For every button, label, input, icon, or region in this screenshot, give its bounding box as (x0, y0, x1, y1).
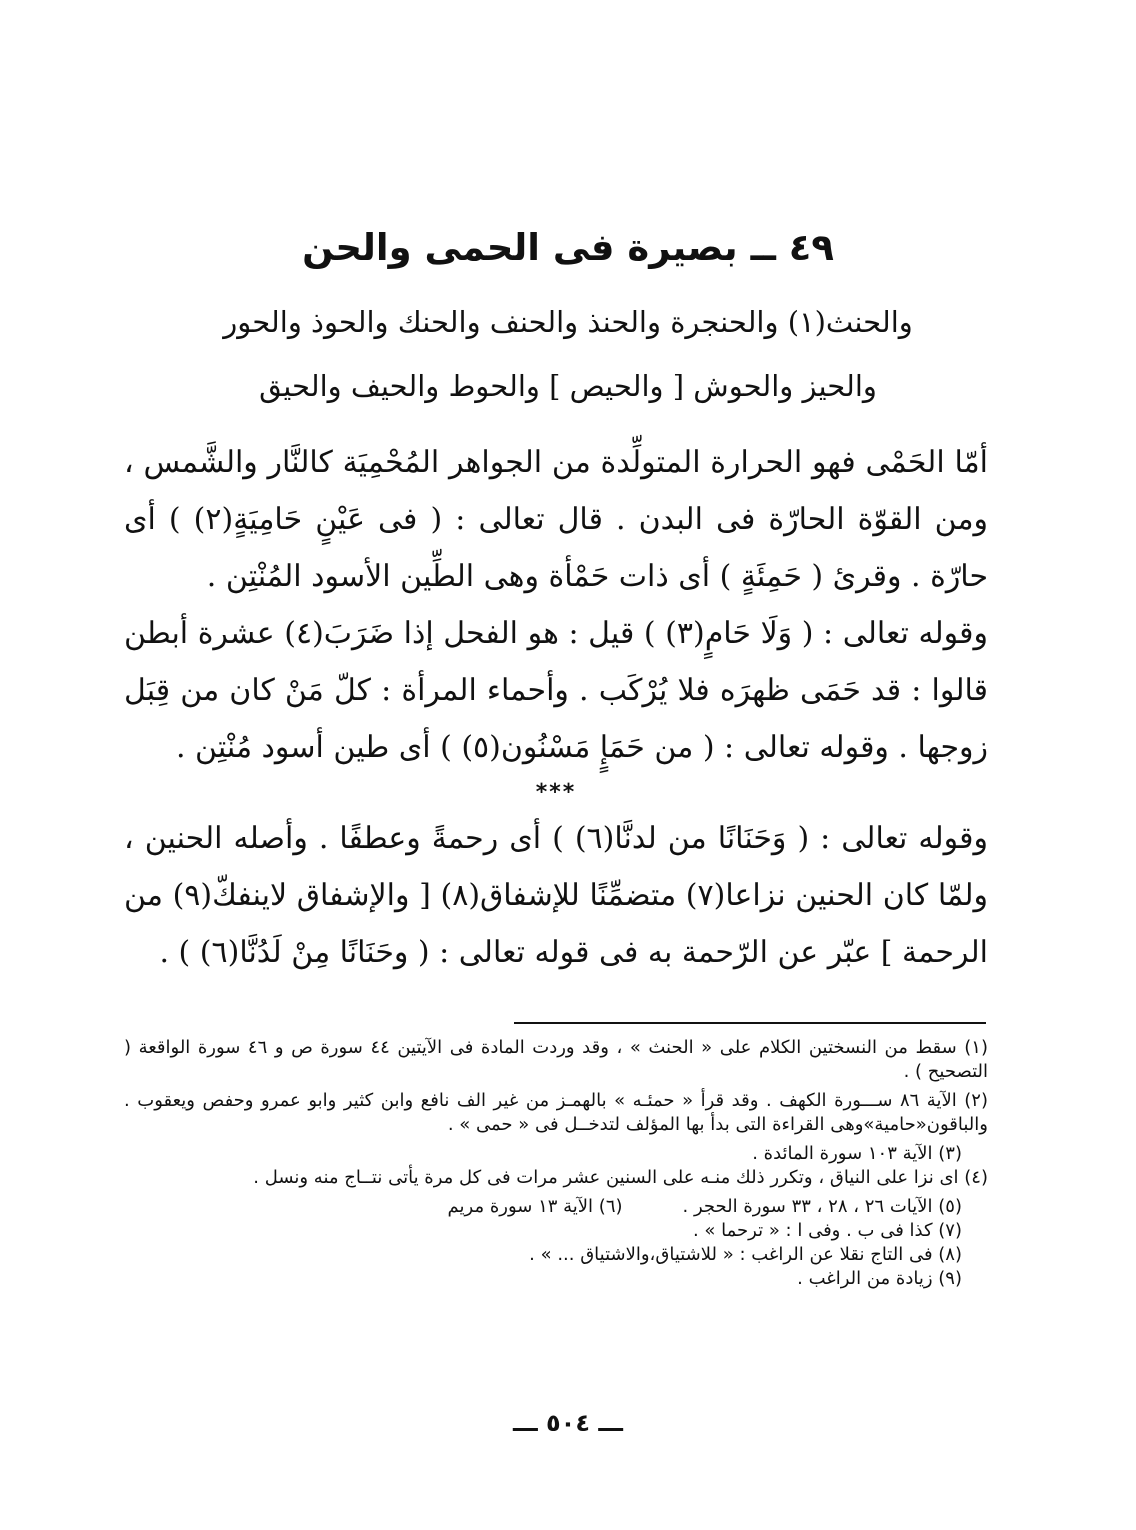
footnote-divider (514, 1022, 986, 1024)
footnote-8: (٨) فى التاج نقلا عن الراغب : « للاشتياق،والاشتياق ... » . (529, 1244, 962, 1265)
footnote-3: (٣) الآية ١٠٣ سورة المائدة . (752, 1143, 962, 1164)
section-separator: *** (535, 780, 577, 805)
footnote-2: (٢) الآية ٨٦ ســـورة الكهف . وقد قرأ « حمئـه » بالهمـز من غير الف نافع وابن كثير وابو عمرو وحفص ويعقوب . والباقون«حامية»وهى القراءة التى بدأ بها المؤلف لتدخــل فى « حمى » . (124, 1090, 988, 1135)
paragraph-3: وقوله تعالى : ( وَحَنَانًا من لدنَّا(٦) ) أى رحمةً وعطفًا . وأصله الحنين ، ولمّا كان الحنين نزاعا(٧) متضمِّنًا للإشفاق(٨) [ والإشفاق لاينفكّ(٩) من الرحمة ] عبّر عن الرّحمة به فى قوله تعالى : ( وحَنَانًا مِنْ لَدُنَّا(٦) ) . (124, 821, 988, 970)
footnote-6: (٦) الآية ١٣ سورة مريم (447, 1196, 623, 1217)
footnote-5: (٥) الآيات ٢٦ ، ٢٨ ، ٣٣ سورة الحجر . (682, 1196, 962, 1217)
subtitle-line-1: والحنث(١) والحنجرة والحنذ والحنف والحنك والحوذ والحور (223, 305, 913, 339)
footnote-1: (١) سقط من النسختين الكلام على « الحنث » ، وقد وردت المادة فى الآيتين ٤٤ سورة ص و ٤٦ سورة الواقعة ( التصحيح ) . (124, 1037, 988, 1082)
footnote-row-5-6 (124, 1195, 988, 1219)
paragraph-1: أمّا الحَمْى فهو الحرارة المتولِّدة من الجواهر المُحْمِيَة كالنَّار والشَّمس ، ومن القوّة الحارّة فى البدن . قال تعالى : ( فى عَيْنٍ حَامِيَةٍ(٢) ) أى حارّة . وقرئ ( حَمِئَةٍ ) أى ذات حَمْأة وهى الطِّين الأسود المُنْتِن . (124, 445, 989, 594)
footnote-9: (٩) زيادة من الراغب . (797, 1268, 962, 1289)
footnotes (124, 1036, 988, 1291)
main-text (124, 434, 988, 981)
footnote-4: (٤) اى نزا على النياق ، وتكرر ذلك منـه على السنين عشر مرات فى كل مرة يأتى نتــاج منه ونسل . (253, 1167, 988, 1188)
paragraph-2: وقوله تعالى : ( وَلَا حَامٍ(٣) ) قيل : هو الفحل إذا ضَرَبَ(٤) عشرة أبطن قالوا : قد حَمَى ظهرَه فلا يُرْكَب . وأحماء المرأة : كلّ مَنْ كان من قِبَل زوجها . وقوله تعالى : ( من حَمَإٍ مَسْنُون(٥) ) أى طين أسود مُنْتِن . (124, 616, 988, 765)
footnote-7: (٧) كذا فى ب . وفى ا : « ترحما » . (692, 1220, 962, 1241)
subtitle-line-2: والحيز والحوش [ والحيص ] والحوط والحيف والحيق (259, 369, 877, 403)
chapter-title: ٤٩ ــ بصيرة فى الحمى والحن (302, 226, 834, 269)
page-number: ـــ ٥٠٤ ـــ (513, 1409, 623, 1437)
